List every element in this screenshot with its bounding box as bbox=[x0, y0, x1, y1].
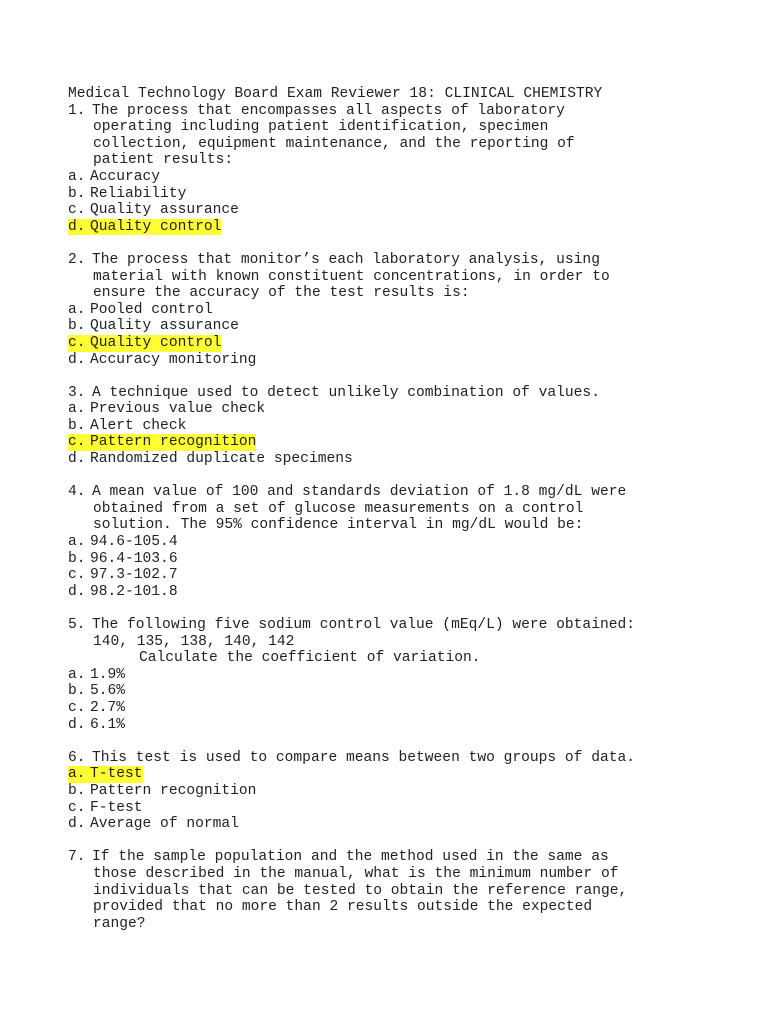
question-text: If the sample population and the method used in the same as bbox=[92, 849, 609, 866]
answer-option-highlighted bbox=[68, 335, 708, 352]
question-text: range? bbox=[93, 915, 146, 932]
option-text: Alert check bbox=[90, 417, 187, 434]
option-text: Pattern recognition bbox=[90, 434, 257, 451]
question-stem bbox=[68, 849, 708, 866]
answer-option bbox=[68, 451, 708, 468]
spacer bbox=[68, 733, 708, 750]
option-text: 97.3-102.7 bbox=[90, 567, 178, 584]
question-number: 1. bbox=[68, 102, 86, 119]
question-text: The process that encompasses all aspects of laboratory bbox=[92, 102, 565, 119]
option-text: Accuracy bbox=[90, 168, 161, 185]
answer-option bbox=[68, 816, 708, 833]
answer-option bbox=[68, 683, 708, 700]
spacer bbox=[68, 600, 708, 617]
answer-option bbox=[68, 169, 708, 186]
option-letter: b. bbox=[68, 185, 86, 202]
question-text: material with known constituent concentrations, in order to bbox=[93, 268, 610, 285]
option-text: Quality control bbox=[90, 218, 222, 235]
question-7 bbox=[68, 849, 708, 932]
option-letter: b. bbox=[68, 417, 86, 434]
answer-option bbox=[68, 302, 708, 319]
spacer bbox=[68, 468, 708, 485]
question-stem bbox=[68, 103, 708, 120]
answer-option bbox=[68, 700, 708, 717]
question-text: The process that monitor’s each laboratory analysis, using bbox=[92, 251, 600, 268]
answer-option bbox=[68, 352, 708, 369]
option-text: Quality control bbox=[90, 334, 222, 351]
option-text: 98.2-101.8 bbox=[90, 583, 178, 600]
spacer bbox=[68, 833, 708, 850]
question-stem bbox=[68, 385, 708, 402]
spacer bbox=[68, 368, 708, 385]
question-text: provided that no more than 2 results outside the expected bbox=[93, 899, 593, 916]
answer-highlight bbox=[68, 219, 221, 236]
question-number: 5. bbox=[68, 617, 86, 633]
option-letter: b. bbox=[68, 318, 86, 335]
option-letter: a. bbox=[68, 401, 86, 418]
question-text: individuals that can be tested to obtain the reference range, bbox=[93, 882, 628, 899]
spacer bbox=[68, 235, 708, 252]
answer-option bbox=[68, 584, 708, 601]
option-text: Previous value check bbox=[90, 401, 266, 418]
question-4 bbox=[68, 484, 708, 600]
question-text: those described in the manual, what is the minimum number of bbox=[93, 865, 619, 882]
option-text: 6.1% bbox=[90, 716, 126, 733]
option-letter: a. bbox=[68, 534, 86, 551]
question-text: This test is used to compare means between two groups of data. bbox=[92, 749, 635, 766]
question-text: ensure the accuracy of the test results is: bbox=[93, 285, 470, 302]
answer-option-highlighted bbox=[68, 219, 708, 236]
answer-option bbox=[68, 551, 708, 568]
option-letter: c. bbox=[68, 799, 86, 816]
question-text: The following five sodium control value (mEq/L) were obtained: bbox=[92, 617, 635, 633]
answer-highlight bbox=[68, 434, 256, 451]
question-2 bbox=[68, 252, 708, 368]
question-text: solution. The 95% confidence interval in mg/dL would be: bbox=[93, 517, 584, 534]
question-text: operating including patient identification, specimen bbox=[93, 119, 549, 136]
option-letter: c. bbox=[68, 334, 86, 351]
question-1 bbox=[68, 103, 708, 236]
question-text: A technique used to detect unlikely combination of values. bbox=[92, 384, 600, 401]
option-text: Accuracy monitoring bbox=[90, 351, 257, 368]
option-letter: a. bbox=[68, 666, 86, 683]
question-stem bbox=[68, 484, 708, 501]
answer-option bbox=[68, 534, 708, 551]
answer-option bbox=[68, 186, 708, 203]
option-letter: b. bbox=[68, 683, 86, 700]
question-number: 3. bbox=[68, 384, 86, 401]
option-letter: a. bbox=[68, 766, 86, 783]
option-letter: d. bbox=[68, 451, 86, 468]
option-text: Randomized duplicate specimens bbox=[90, 451, 353, 468]
question-stem bbox=[68, 252, 708, 269]
question-text: collection, equipment maintenance, and the reporting of bbox=[93, 135, 575, 152]
option-letter: c. bbox=[68, 567, 86, 584]
option-letter: d. bbox=[68, 583, 86, 600]
question-stem bbox=[68, 617, 708, 634]
answer-option bbox=[68, 401, 708, 418]
question-number: 6. bbox=[68, 749, 86, 766]
question-text: obtained from a set of glucose measurements on a control bbox=[93, 500, 584, 517]
option-text: 2.7% bbox=[90, 699, 126, 716]
answer-option bbox=[68, 318, 708, 335]
question-text: patient results: bbox=[93, 152, 234, 169]
option-text: 94.6-105.4 bbox=[90, 534, 178, 551]
question-instruction: Calculate the coefficient of variation. bbox=[139, 650, 481, 667]
option-letter: b. bbox=[68, 782, 86, 799]
option-text: T-test bbox=[90, 766, 143, 783]
question-3 bbox=[68, 385, 708, 468]
document-content bbox=[68, 86, 708, 932]
document-title: Medical Technology Board Exam Reviewer 18: CLINICAL CHEMISTRY bbox=[68, 86, 603, 102]
option-letter: a. bbox=[68, 168, 86, 185]
answer-option bbox=[68, 418, 708, 435]
option-letter: c. bbox=[68, 699, 86, 716]
option-letter: c. bbox=[68, 434, 86, 451]
question-text: 140, 135, 138, 140, 142 bbox=[93, 633, 295, 650]
question-6 bbox=[68, 750, 708, 833]
option-letter: b. bbox=[68, 550, 86, 567]
option-letter: c. bbox=[68, 202, 86, 219]
option-letter: d. bbox=[68, 716, 86, 733]
answer-option bbox=[68, 717, 708, 734]
question-number: 7. bbox=[68, 849, 86, 866]
option-text: 96.4-103.6 bbox=[90, 550, 178, 567]
question-text: A mean value of 100 and standards deviation of 1.8 mg/dL were bbox=[92, 484, 627, 501]
option-text: Quality assurance bbox=[90, 202, 239, 219]
question-stem bbox=[68, 750, 708, 767]
answer-highlight bbox=[68, 335, 221, 352]
answer-option bbox=[68, 800, 708, 817]
option-letter: d. bbox=[68, 816, 86, 833]
answer-option bbox=[68, 783, 708, 800]
answer-option bbox=[68, 202, 708, 219]
option-letter: d. bbox=[68, 351, 86, 368]
answer-highlight bbox=[68, 766, 143, 783]
option-text: Quality assurance bbox=[90, 318, 239, 335]
question-5 bbox=[68, 617, 708, 733]
option-text: 1.9% bbox=[90, 666, 126, 683]
answer-option-highlighted bbox=[68, 434, 708, 451]
option-text: F-test bbox=[90, 799, 143, 816]
answer-option bbox=[68, 667, 708, 684]
option-text: Pooled control bbox=[90, 301, 213, 318]
answer-option-highlighted bbox=[68, 766, 708, 783]
option-text: 5.6% bbox=[90, 683, 126, 700]
answer-option bbox=[68, 567, 708, 584]
option-text: Reliability bbox=[90, 185, 187, 202]
question-number: 2. bbox=[68, 251, 86, 268]
option-text: Average of normal bbox=[90, 816, 239, 833]
question-number: 4. bbox=[68, 484, 86, 501]
option-letter: d. bbox=[68, 218, 86, 235]
option-letter: a. bbox=[68, 301, 86, 318]
option-text: Pattern recognition bbox=[90, 782, 257, 799]
